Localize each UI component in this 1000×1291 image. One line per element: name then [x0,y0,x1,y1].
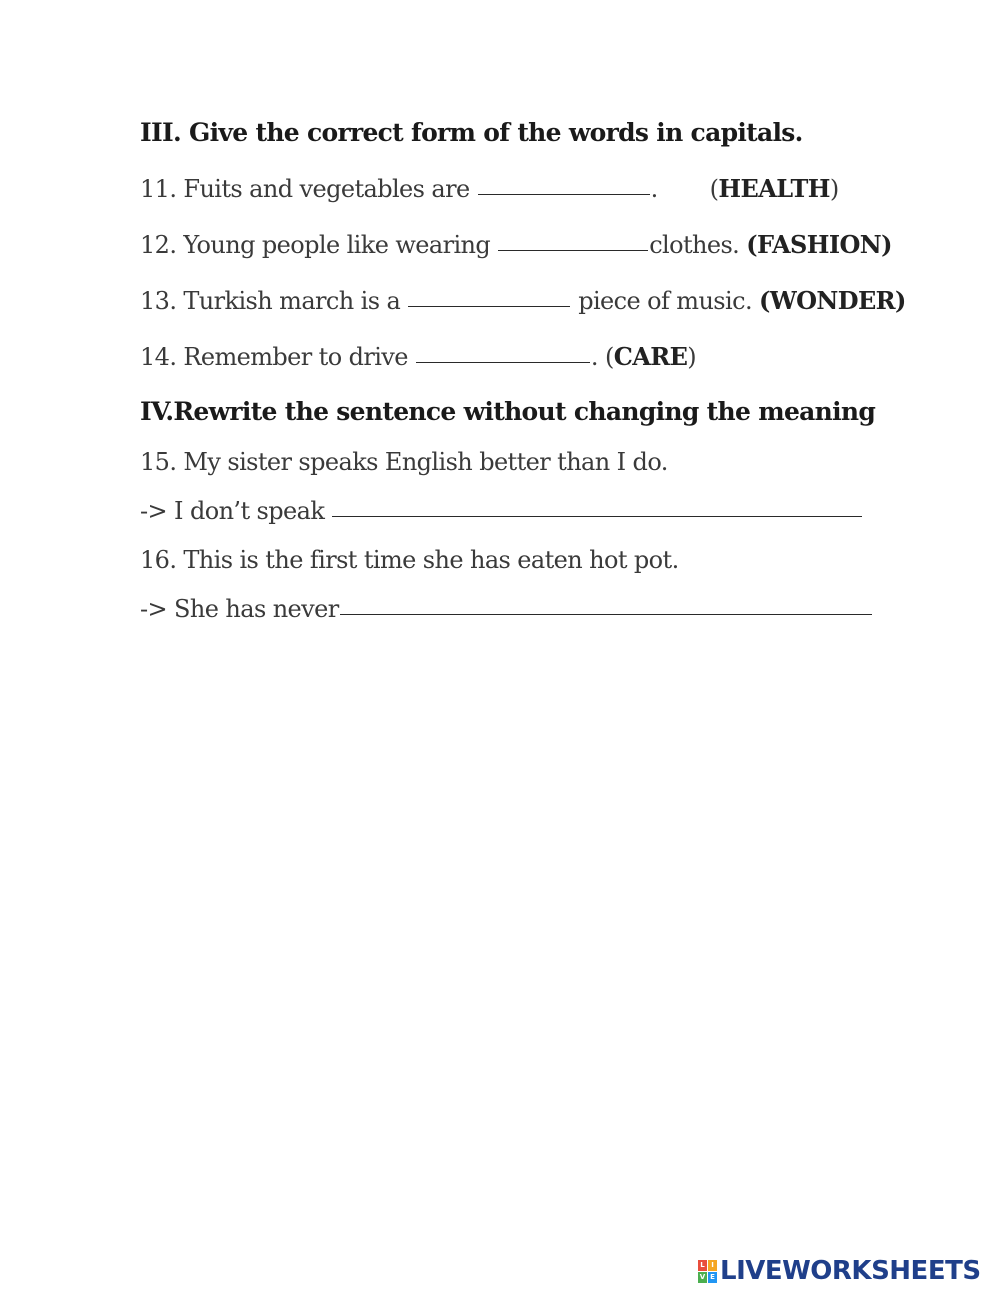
question-11-text: 11. Fuits and vegetables are [140,175,477,203]
section-4-heading: IV.Rewrite the sentence without changing the meaning [140,397,876,426]
logo-mark-letter: V [699,1272,706,1281]
logo-mark-letter: E [708,1272,717,1283]
logo-mark-letter: L [698,1260,707,1271]
answer-11-blank[interactable] [478,174,650,195]
question-11-keyword: HEALTH [718,174,830,203]
answer-15-blank[interactable] [332,496,862,517]
question-15: 15. My sister speaks English better than I do. [140,448,668,476]
question-16: 16. This is the first time she has eaten hot pot. [140,546,679,574]
answer-13-blank[interactable] [408,286,570,307]
logo-mark-letter: I [708,1260,717,1271]
question-13-text: 13. Turkish march is a [140,287,408,315]
question-16-rewrite [140,594,873,624]
liveworksheets-logo-mark [698,1260,717,1283]
question-12-keyword: (FASHION) [746,230,892,259]
section-3-heading: III. Give the correct form of the words in capitals. [140,118,803,147]
question-13-after: piece of music. [571,287,759,315]
question-12-after: clothes. [649,231,747,259]
question-11-kw-close: ) [829,175,839,203]
question-12 [140,230,892,260]
question-14-kw-close: ) [687,343,697,371]
answer-14-blank[interactable] [416,342,590,363]
question-13 [140,286,906,316]
question-13-keyword: (WONDER) [759,286,906,315]
answer-16-blank[interactable] [340,594,872,615]
liveworksheets-logo [698,1255,981,1287]
question-12-text: 12. Young people like wearing [140,231,498,259]
liveworksheets-logo-text: LIVEWORKSHEETS [720,1256,981,1286]
question-16-prompt: -> She has never [140,595,339,623]
question-11-period: . [650,175,658,203]
question-14 [140,342,696,372]
question-15-prompt: -> I don’t speak [140,497,332,525]
question-14-keyword: CARE [613,342,688,371]
question-11 [140,174,839,204]
question-11-kw-open: ( [709,175,719,203]
question-14-text: 14. Remember to drive [140,343,415,371]
answer-12-blank[interactable] [498,230,648,251]
question-15-rewrite [140,496,863,526]
question-14-after: . ( [590,343,614,371]
